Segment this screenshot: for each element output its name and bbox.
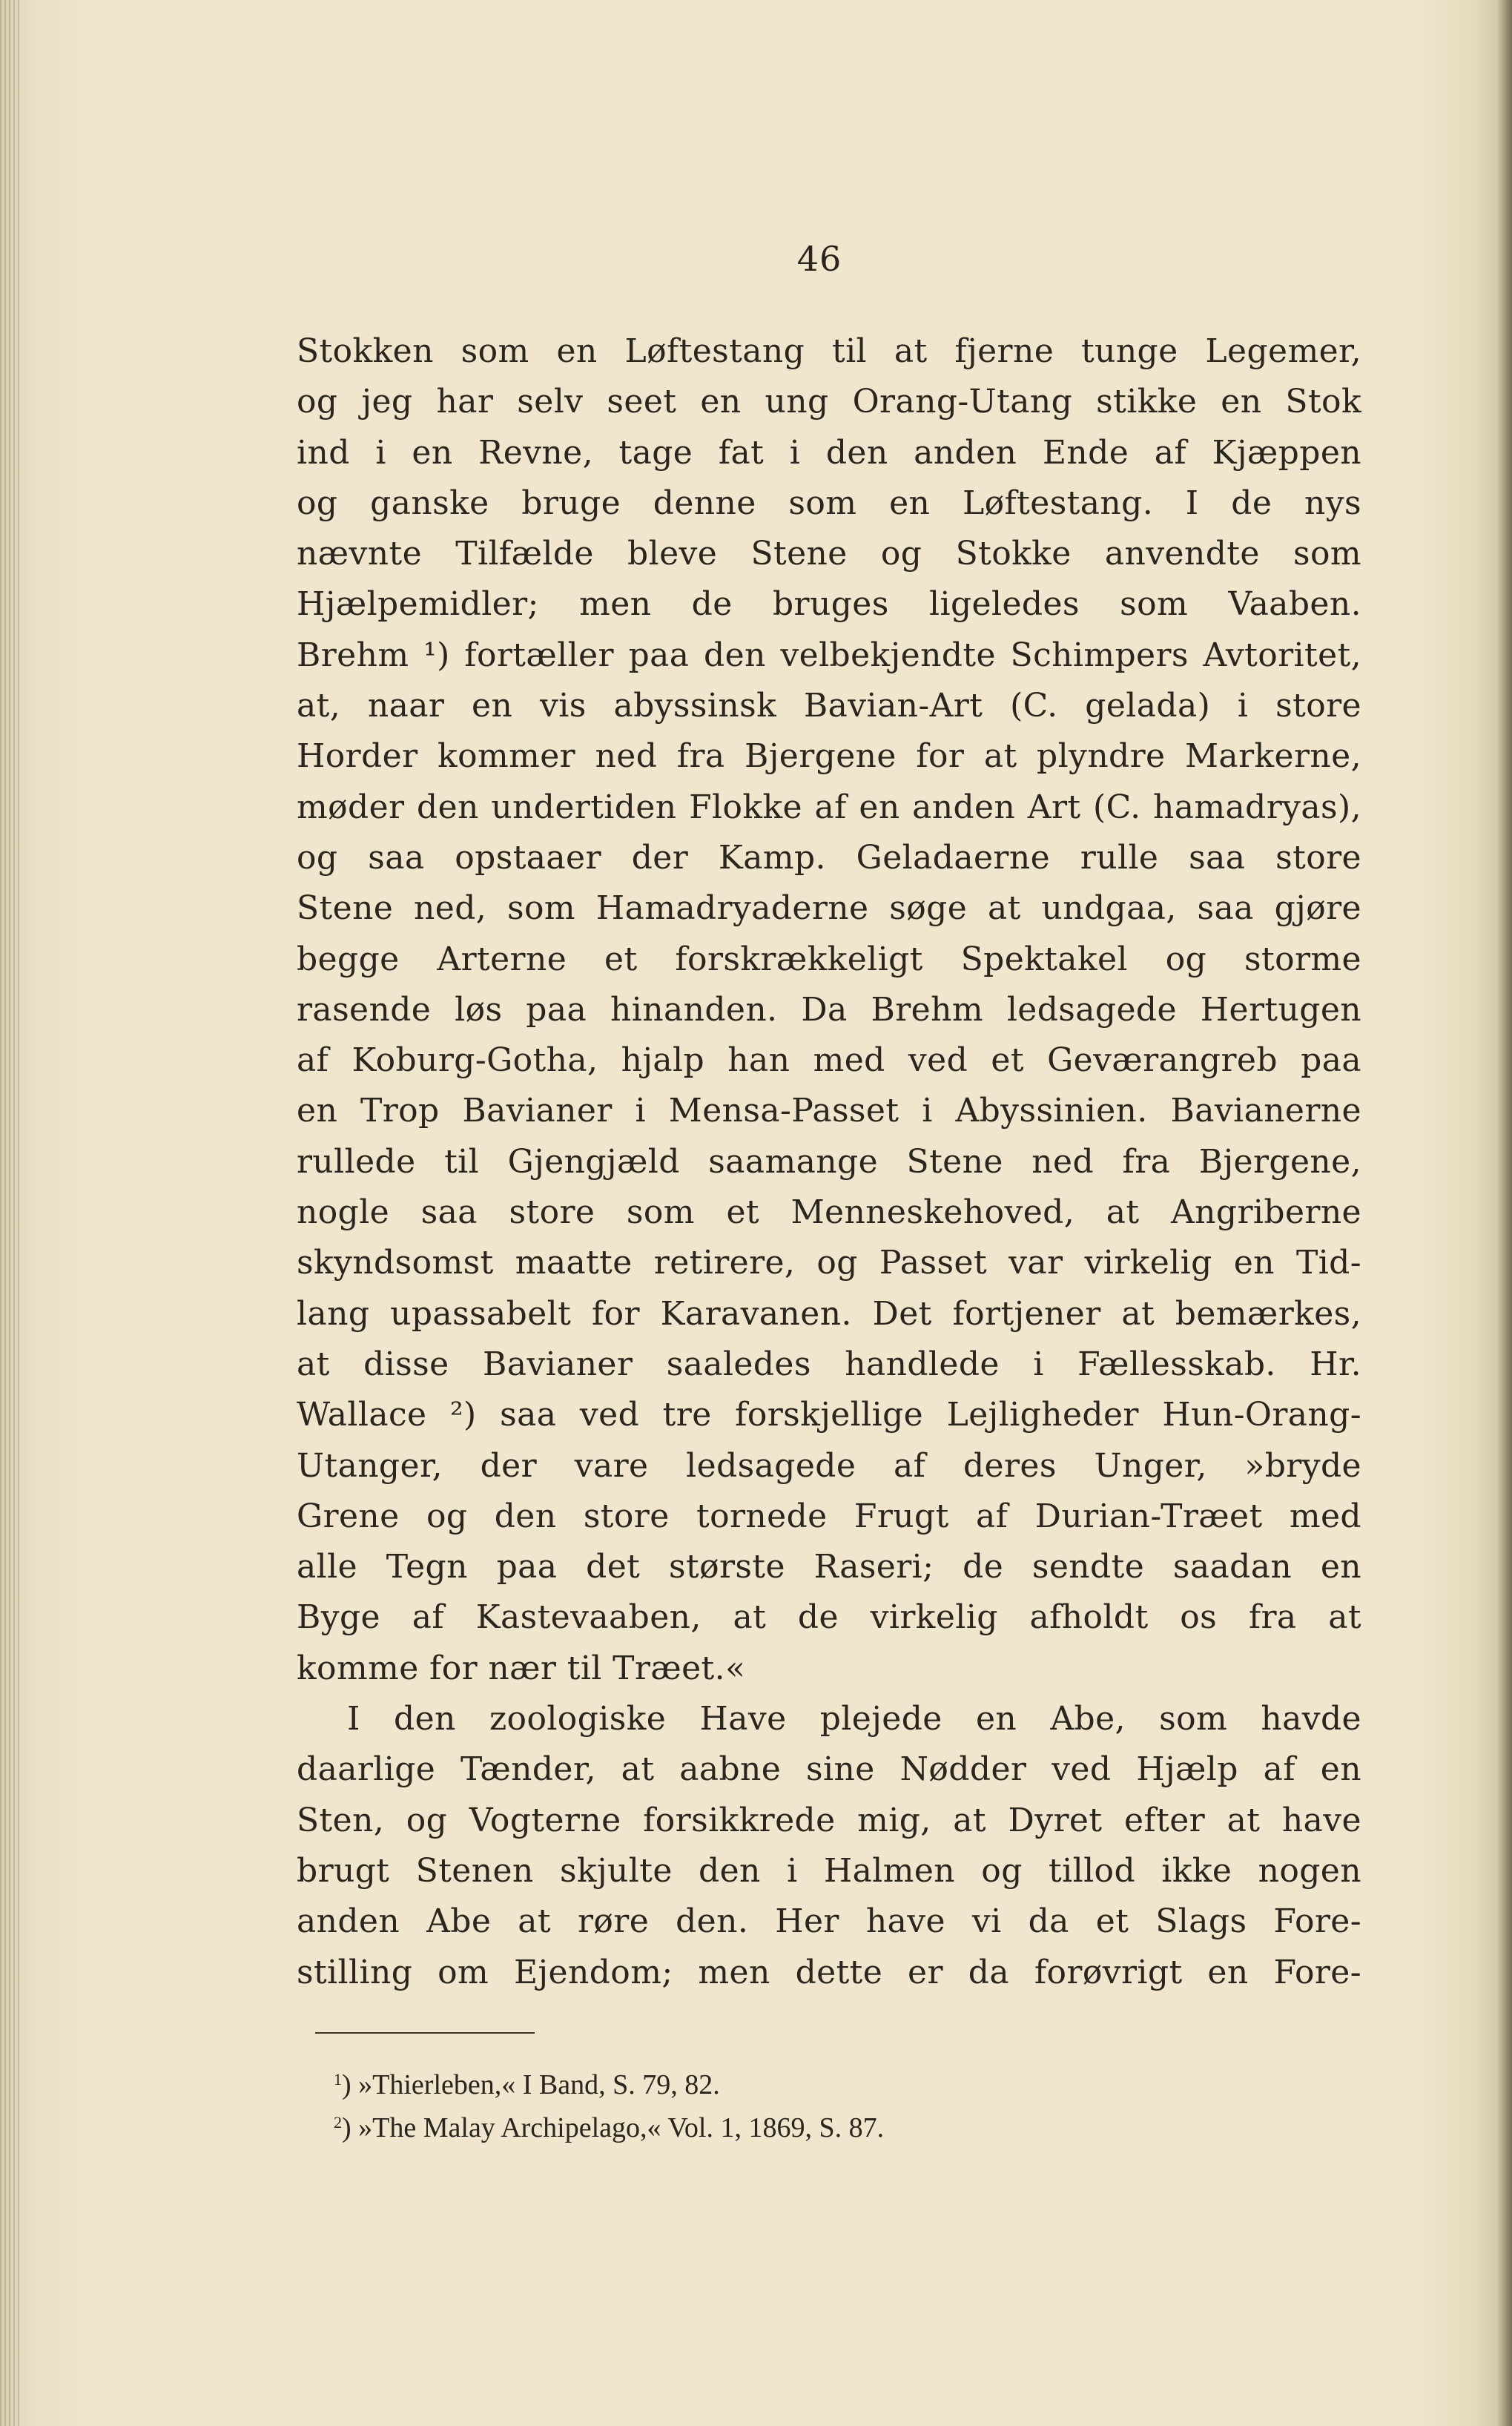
- text-line: Horder kommer ned fra Bjergene for at plyndre Markerne,: [297, 737, 1361, 776]
- footnote-text: ) »Thierleben,« I Band, S. 79, 82.: [342, 2069, 720, 2100]
- body-text: [297, 326, 1361, 1998]
- text-line: nogle saa store som et Menneskehoved, at Angriberne: [297, 1193, 1361, 1232]
- text-line: møder den undertiden Flokke af en anden Art (C. hamadryas),: [297, 788, 1361, 826]
- text-line: stilling om Ejendom; men dette er da forøvrigt en Fore-: [297, 1953, 1361, 1991]
- text-line: Stene ned, som Hamadryaderne søge at undgaa, saa gjøre: [297, 889, 1361, 928]
- text-line: Sten, og Vogterne forsikkrede mig, at Dyret efter at have: [297, 1801, 1361, 1839]
- text-line: at disse Bavianer saaledes handlede i Fællesskab. Hr.: [297, 1345, 1361, 1383]
- page-outer-edge: [1496, 0, 1512, 2426]
- text-line: komme for nær til Træet.«: [297, 1649, 746, 1687]
- page-binding-edge: [0, 0, 22, 2426]
- text-line: Stokken som en Løftestang til at fjerne tunge Legemer,: [297, 332, 1361, 370]
- text-line: Utanger, der vare ledsagede af deres Unger, »bryde: [297, 1446, 1361, 1485]
- text-line: I den zoologiske Have plejede en Abe, som havde: [347, 1700, 1361, 1738]
- text-line: alle Tegn paa det største Raseri; de sendte saadan en: [297, 1548, 1361, 1586]
- footnote: [334, 2101, 1149, 2144]
- footnote-text: ) »The Malay Archipelago,« Vol. 1, 1869, S. 87.: [342, 2112, 885, 2143]
- text-line: nævnte Tilfælde bleve Stene og Stokke anvendte som: [297, 535, 1361, 573]
- text-line: Grene og den store tornede Frugt af Durian-Træet med: [297, 1497, 1361, 1535]
- text-line: ind i en Revne, tage fat i den anden Ende af Kjæppen: [297, 433, 1361, 472]
- text-line: anden Abe at røre den. Her have vi da et Slags Fore-: [297, 1902, 1361, 1941]
- text-line: Wallace ²) saa ved tre forskjellige Lejligheder Hun-Orang-: [297, 1396, 1361, 1434]
- footnote-mark: 1: [334, 2070, 342, 2089]
- footnote-mark: 2: [334, 2113, 342, 2132]
- text-line: Hjælpemidler; men de bruges ligeledes som Vaaben.: [297, 585, 1361, 624]
- text-line: rasende løs paa hinanden. Da Brehm ledsagede Hertugen: [297, 990, 1361, 1029]
- text-line: brugt Stenen skjulte den i Halmen og tillod ikke nogen: [297, 1851, 1361, 1890]
- text-line: og ganske bruge denne som en Løftestang. I de nys: [297, 484, 1361, 522]
- text-line: rullede til Gjengjæld saamange Stene ned fra Bjergene,: [297, 1142, 1361, 1181]
- page-number: 46: [796, 239, 842, 279]
- text-line: daarlige Tænder, at aabne sine Nødder ved Hjælp af en: [297, 1750, 1361, 1789]
- text-line: og saa opstaaer der Kamp. Geladaerne rulle saa store: [297, 838, 1361, 877]
- text-line: skyndsomst maatte retirere, og Passet var virkelig en Tid-: [297, 1244, 1361, 1282]
- footnote: [334, 2058, 1149, 2101]
- footnotes: [334, 2058, 1149, 2144]
- text-line: af Koburg-Gotha, hjalp han med ved et Geværangreb paa: [297, 1041, 1361, 1080]
- text-line: og jeg har selv seet en ung Orang-Utang stikke en Stok: [297, 383, 1361, 421]
- footnote-divider: [315, 2032, 535, 2034]
- text-line: en Trop Bavianer i Mensa-Passet i Abyssinien. Bavianerne: [297, 1092, 1361, 1130]
- text-line: begge Arterne et forskrækkeligt Spektakel og storme: [297, 940, 1361, 978]
- text-line: at, naar en vis abyssinsk Bavian-Art (C. gelada) i store: [297, 687, 1361, 725]
- text-line: lang upassabelt for Karavanen. Det fortjener at bemærkes,: [297, 1294, 1361, 1333]
- text-line: Byge af Kastevaaben, at de virkelig afholdt os fra at: [297, 1598, 1361, 1637]
- text-line: Brehm ¹) fortæller paa den velbekjendte Schimpers Avtoritet,: [297, 636, 1361, 674]
